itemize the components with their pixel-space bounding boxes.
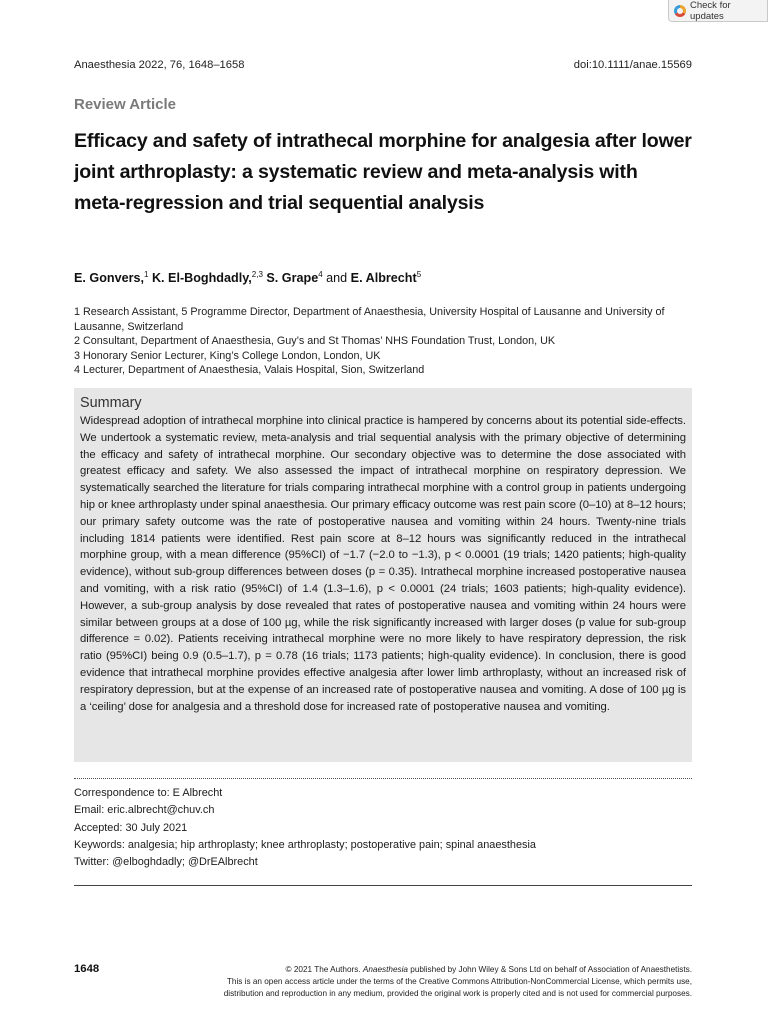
keywords: Keywords: analgesia; hip arthroplasty; knee arthroplasty; postoperative pain; spinal anaesthesia (74, 838, 536, 851)
affiliation-item: 1 Research Assistant, 5 Programme Director, Department of Anaesthesia, University Hospital of Lausanne and University of Lausanne, Switzerland (74, 306, 665, 333)
author-gonvers[interactable]: E. Gonvers,$^1$ (74, 270, 149, 285)
accepted-date: Accepted: 30 July 2021 (74, 821, 188, 834)
running-head (74, 59, 692, 71)
crossmark-icon (674, 5, 686, 17)
license-line: This is an open access article under the terms of the Creative Commons Attribution-NonCommercial License, which permits use, (226, 977, 692, 986)
correspondence-to: Correspondence to: E Albrecht (74, 787, 223, 799)
journal-name: Anaesthesia (362, 965, 408, 974)
solid-divider (74, 885, 692, 886)
affiliation-item: 3 Honorary Senior Lecturer, King’s College London, London, UK (74, 349, 381, 362)
author-albrecht[interactable]: E. Albrecht$^5$ (350, 270, 422, 285)
affiliation-item: 4 Lecturer, Department of Anaesthesia, Valais Hospital, Sion, Switzerland (74, 364, 425, 376)
copyright-notice: © 2021 The Authors. Anaesthesia published by John Wiley & Sons Ltd on behalf of Association of Anaesthetists. This is an open access article under the terms of the Creative Commons Attribution-NonCommercial License, which permits use, distribution and reproduction in any medium, provided the original work is properly cited and is not used for commercial purposes. (132, 964, 692, 1000)
doi-link[interactable]: doi:10.1111/anae.15569 (573, 59, 692, 71)
dotted-divider (74, 778, 692, 779)
author-grape[interactable]: S. Grape$^4$ (266, 270, 323, 285)
check-for-updates-button[interactable] (668, 0, 768, 22)
email-link[interactable]: Email: eric.albrecht@chuv.ch (74, 804, 215, 817)
affiliation-item: 2 Consultant, Department of Anaesthesia, Guy’s and St Thomas’ NHS Foundation Trust, London, UK (74, 335, 556, 347)
summary-box (74, 388, 692, 762)
journal-citation: Anaesthesia 2022, 76, 1648–1658 (74, 59, 245, 71)
twitter-handles[interactable]: Twitter: @elboghdadly; @DrEAlbrecht (74, 856, 258, 869)
affiliations (74, 305, 694, 378)
summary-text: Widespread adoption of intrathecal morphine into clinical practice is hampered by concerns about its potential side-effects. We undertook a systematic review, meta-analysis and trial sequential analysis with the primary objective of determining the efficacy and safety of intrathecal morphine. Our secondary objective was to determine the dose associated with greatest efficacy and safety. We also assessed the impact of intrathecal morphine on respiratory depression. We systematically searched the literature for trials comparing intrathecal morphine with a control group in patients undergoing hip or knee arthroplasty under spinal anaesthesia. Our primary efficacy outcome was rest pain score (0–10) at 8–12 hours; our primary safety outcome was the rate of postoperative nausea and vomiting within 24 hours. Twenty-nine trials including 1814 patients were identified. Rest pain score at 8–12 hours was significantly reduced in the intrathecal morphine group, with a mean difference (95%CI) of −1.7 (−2.0 to −1.3), p < 0.0001 (19 trials; 1420 patients; high-quality evidence), without sub-group differences between doses (p = 0.35). Intrathecal morphine increased postoperative nausea and vomiting, with a risk ratio (95%CI) of 1.4 (1.3–1.6), p < 0.0001 (24 trials; 1603 patients; high-quality evidence). However, a sub-group analysis by dose revealed that rates of postoperative nausea and vomiting within 24 hours were similar between groups at a dose of 100 µg, while the risk significantly increased with larger doses (p value for sub-group difference = 0.02). Patients receiving intrathecal morphine were no more likely to have respiratory depression, the risk ratio (95%CI) being 0.9 (0.5–1.7), p = 0.78 (16 trials; 1173 patients; high-quality evidence). In conclusion, there is good evidence that intrathecal morphine provides effective analgesia after lower limb arthroplasty, without an increased risk of respiratory depression, but at the expense of an increased rate of postoperative nausea and vomiting. A dose of 100 µg is a ‘ceiling’ dose for analgesia and a threshold dose for increased rate of postoperative nausea and vomiting. (80, 415, 686, 713)
summary-heading: Summary (80, 395, 142, 411)
correspondence-block (74, 785, 692, 871)
article-title: Efficacy and safety of intrathecal morphine for analgesia after lower joint arthroplasty: a systematic review and meta-analysis with meta-regression and trial sequential analysis (74, 130, 692, 214)
check-for-updates-label: Check for updates (690, 0, 731, 22)
license-line: distribution and reproduction in any medium, provided the original work is properly cited and is not used for commercial purposes. (223, 989, 692, 998)
article-type: Review Article (74, 96, 176, 113)
page-number: 1648 (74, 963, 100, 975)
author-list: E. Gonvers,$^1$ K. El-Boghdadly,$^{2,3}$ S. Grape$^4$ and E. Albrecht$^5$ (74, 270, 422, 285)
author-el-boghdadly[interactable]: K. El-Boghdadly,$^{2,3}$ (151, 270, 263, 285)
